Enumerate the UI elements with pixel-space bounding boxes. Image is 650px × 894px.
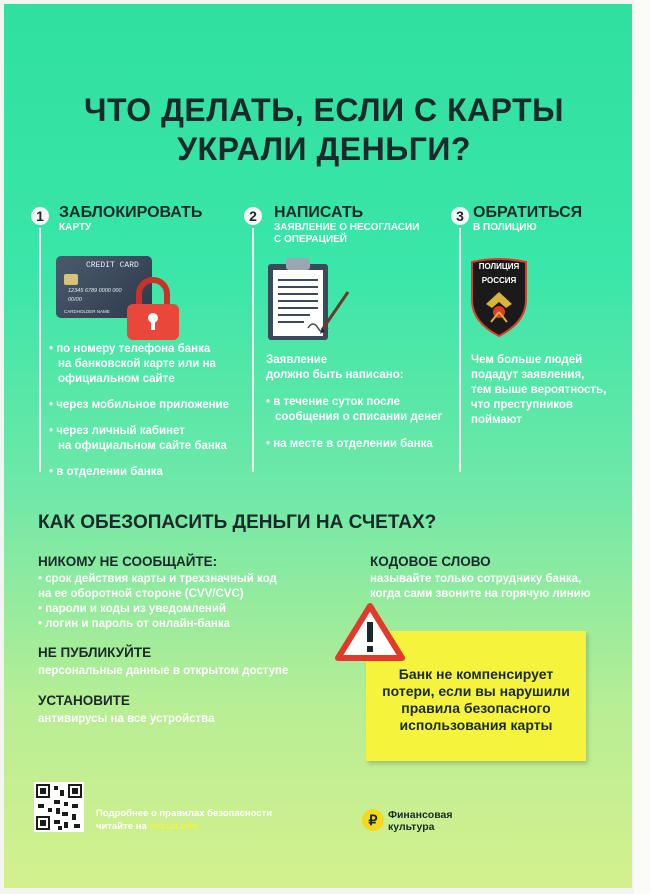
card-chip-icon — [64, 274, 78, 285]
step-1-item: на официальном сайте банка — [58, 440, 227, 452]
code-word-line1: называйте только сотруднику банка, — [370, 573, 582, 585]
page-title-line1: ЧТО ДЕЛАТЬ, ЕСЛИ С КАРТЫ — [84, 92, 564, 128]
never-tell-heading: НИКОМУ НЕ СООБЩАЙТЕ: — [38, 554, 218, 569]
step-1-item: • через мобильное приложение — [49, 399, 230, 411]
step-2-item: • на месте в отделении банка — [266, 438, 433, 450]
install-heading: УСТАНОВИТЕ — [38, 693, 130, 708]
step-3-subtitle: В ПОЛИЦИЮ — [473, 222, 537, 233]
step-2-list — [266, 395, 442, 452]
step-1-item: • по номеру телефона банка — [49, 343, 211, 355]
clipboard-document-icon — [264, 256, 354, 342]
qr-code-icon — [34, 782, 84, 832]
code-word-heading: КОДОВОЕ СЛОВО — [370, 554, 491, 569]
card-expiry: 00/00 — [68, 297, 82, 303]
step-1-item: • через личный кабинет — [49, 425, 185, 437]
safety-heading: КАК ОБЕЗОПАСИТЬ ДЕНЬГИ НА СЧЕТАХ? — [38, 512, 437, 533]
step-1-item: на банковской карте или на — [58, 358, 216, 370]
step-2-item: • в течение суток после — [266, 396, 401, 408]
step-3-text-line: тем выше вероятность, — [471, 384, 607, 396]
step-2-number: 2 — [244, 207, 262, 225]
warning-note-line: Банк не компенсирует — [398, 666, 554, 682]
page-margin — [634, 0, 650, 894]
step-1-item: официальном сайте — [58, 373, 175, 385]
step-2-intro-line2: должно быть написано: — [266, 369, 404, 381]
step-1-item: • в отделении банка — [49, 466, 163, 478]
card-label: CREDIT CARD — [86, 261, 139, 270]
step-3-text-line: Чем больше людей — [471, 354, 583, 366]
step-3-text-line: подадут заявления, — [471, 369, 585, 381]
warning-note-line: использования карты — [399, 717, 553, 733]
never-tell-item: • срок действия карты и трехзначный код — [38, 573, 277, 585]
step-3-text-line: поймают — [471, 414, 522, 426]
never-tell-item: на ее оборотной стороне (CVV/CVC) — [38, 588, 244, 600]
dont-publish-heading: НЕ ПУБЛИКУЙТЕ — [38, 645, 152, 660]
step-1-subtitle: КАРТУ — [59, 222, 92, 233]
badge-top-text: ПОЛИЦИЯ — [478, 262, 520, 271]
code-word-line2: когда сами звоните на горячую линию — [370, 588, 591, 600]
page-title-line2: УКРАЛИ ДЕНЬГИ? — [177, 131, 471, 167]
step-2-divider — [252, 228, 254, 472]
padlock-icon — [124, 276, 182, 342]
step-3-text-line: что преступников — [471, 399, 573, 411]
card-holder: CARDHOLDER NAME — [64, 309, 110, 314]
footer-line2: читайте на fincult.info — [96, 821, 198, 832]
poster — [4, 4, 632, 888]
step-1-list — [49, 342, 229, 480]
step-3-divider — [459, 228, 461, 472]
step-2-subtitle-line2: С ОПЕРАЦИЕЙ — [274, 234, 347, 245]
step-1-divider — [39, 228, 41, 472]
warning-triangle-icon — [334, 602, 406, 662]
never-tell-item: • логин и пароль от онлайн-банка — [38, 618, 231, 630]
badge-mid-text: РОССИЯ — [481, 276, 517, 285]
warning-note-line: потери, если вы нарушили — [382, 683, 570, 699]
brand-name: Финансовая культура — [388, 809, 453, 833]
warning-note-line: правила безопасного — [401, 700, 551, 716]
never-tell-item: • пароли и коды из уведомлений — [38, 603, 226, 615]
step-3-number: 3 — [451, 207, 469, 225]
dont-publish-text: персональные данные в открытом доступе — [38, 665, 289, 677]
fincult-link[interactable]: fincult.info — [149, 821, 198, 832]
step-2-item: сообщения о списании денег — [275, 411, 443, 423]
install-text: антивирусы на все устройства — [38, 713, 215, 725]
card-number: 12345 6789 0000 000 — [68, 288, 122, 294]
step-1-number: 1 — [31, 207, 49, 225]
step-3-title: ОБРАТИТЬСЯ — [473, 204, 583, 221]
step-2-subtitle-line1: ЗАЯВЛЕНИЕ О НЕСОГЛАСИИ — [274, 222, 420, 233]
footer-text — [96, 807, 272, 833]
step-2-intro-line1: Заявление — [266, 354, 328, 366]
footer-line1: Подробнее о правилах безопасности — [96, 808, 273, 819]
warning-note-text — [376, 666, 576, 734]
financial-culture-logo-icon: ₽ — [362, 809, 384, 831]
step-1-title: ЗАБЛОКИРОВАТЬ — [59, 204, 203, 221]
step-2-title: НАПИСАТЬ — [274, 204, 364, 221]
